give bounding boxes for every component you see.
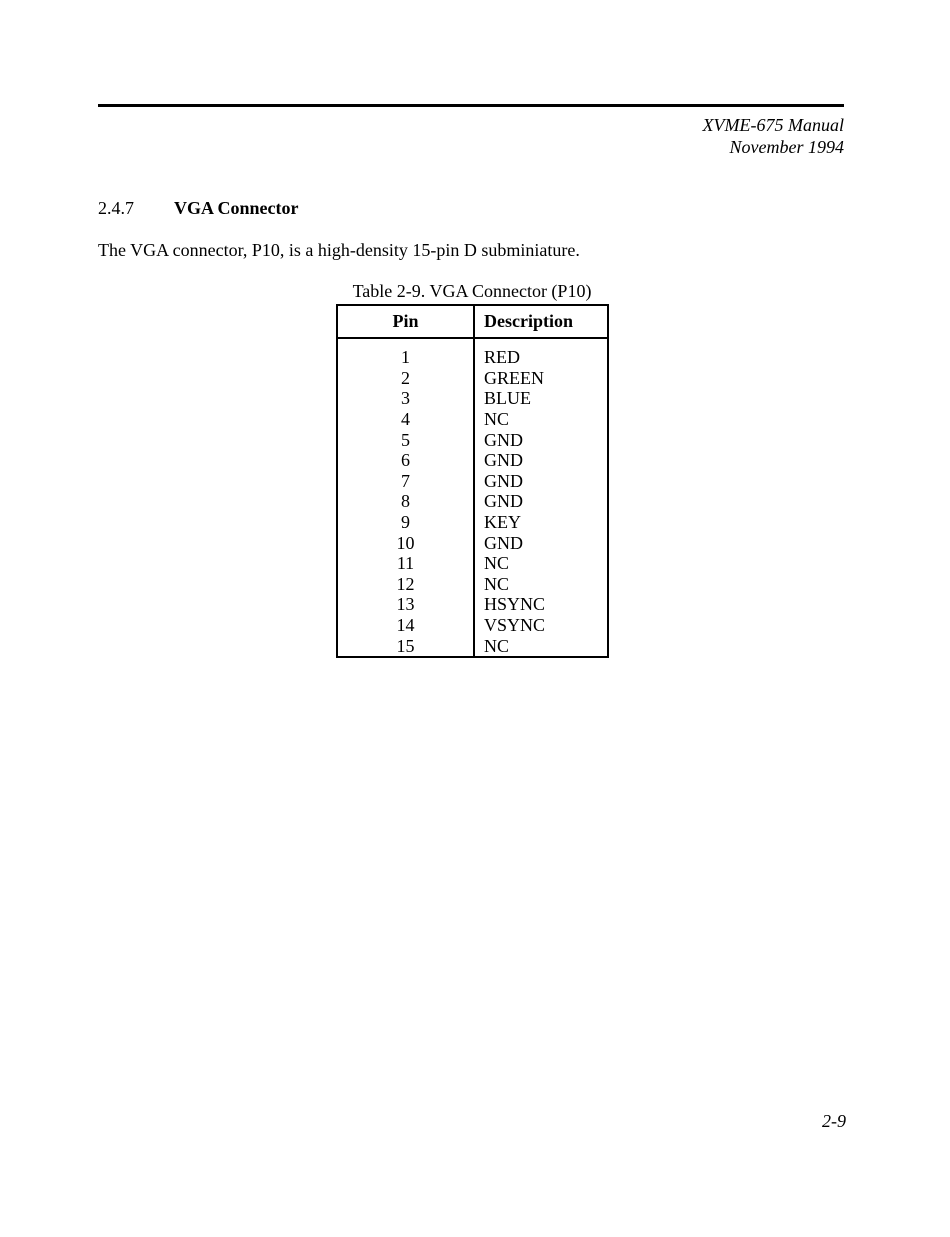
table-row: [337, 450, 608, 471]
table-caption: Table 2-9. VGA Connector (P10): [352, 281, 592, 301]
body-paragraph: The VGA connector, P10, is a high-density 15-pin D subminiature.: [98, 240, 580, 260]
pin-cell: 11: [337, 553, 474, 574]
header-rule: [98, 104, 844, 107]
section-number: 2.4.7: [98, 198, 134, 218]
table-row: [337, 471, 608, 492]
manual-date: November 1994: [729, 137, 844, 157]
pin-cell: 14: [337, 615, 474, 636]
description-cell: NC: [484, 635, 510, 656]
vga-pin-table: [336, 304, 609, 658]
pin-cell: 9: [337, 512, 474, 533]
pin-cell: 3: [337, 388, 474, 409]
pin-cell: 15: [337, 635, 474, 657]
description-cell: BLUE: [484, 388, 531, 409]
table-row: [337, 429, 608, 450]
pin-cell: 8: [337, 491, 474, 512]
column-header-description: Description: [474, 305, 608, 338]
description-cell: GND: [484, 429, 523, 450]
table-row: [337, 553, 608, 574]
section-heading: [98, 197, 299, 219]
description-cell: GND: [484, 532, 523, 553]
table-row: [337, 635, 608, 657]
pin-cell: 5: [337, 429, 474, 450]
running-header: [703, 114, 844, 158]
description-cell: GND: [484, 491, 523, 512]
section-title: VGA Connector: [174, 198, 299, 218]
description-cell: GND: [484, 450, 523, 471]
description-cell: HSYNC: [484, 594, 546, 615]
pin-cell: 13: [337, 594, 474, 615]
description-cell: VSYNC: [484, 615, 546, 636]
table-row: [337, 491, 608, 512]
table-row: [337, 532, 608, 553]
column-header-pin: Pin: [337, 305, 474, 338]
description-cell: GND: [484, 470, 523, 491]
description-cell: NC: [484, 553, 510, 574]
table-row: [337, 338, 608, 368]
table-row: [337, 409, 608, 430]
table-row: [337, 615, 608, 636]
manual-title: XVME-675 Manual: [702, 115, 844, 135]
description-cell: GREEN: [484, 367, 544, 388]
table-header-row: [337, 305, 608, 338]
description-cell: RED: [484, 347, 520, 368]
pin-cell: 10: [337, 532, 474, 553]
pin-cell: 7: [337, 471, 474, 492]
table-row: [337, 368, 608, 389]
pin-cell: 12: [337, 574, 474, 595]
table-row: [337, 574, 608, 595]
table-row: [337, 594, 608, 615]
description-cell: NC: [484, 409, 510, 430]
description-cell: NC: [484, 573, 510, 594]
description-cell: KEY: [484, 512, 521, 533]
page-number: 2-9: [822, 1111, 846, 1131]
pin-cell: 4: [337, 409, 474, 430]
pin-cell: 1: [337, 338, 474, 368]
pin-cell: 2: [337, 368, 474, 389]
pin-cell: 6: [337, 450, 474, 471]
table-row: [337, 512, 608, 533]
table-row: [337, 388, 608, 409]
